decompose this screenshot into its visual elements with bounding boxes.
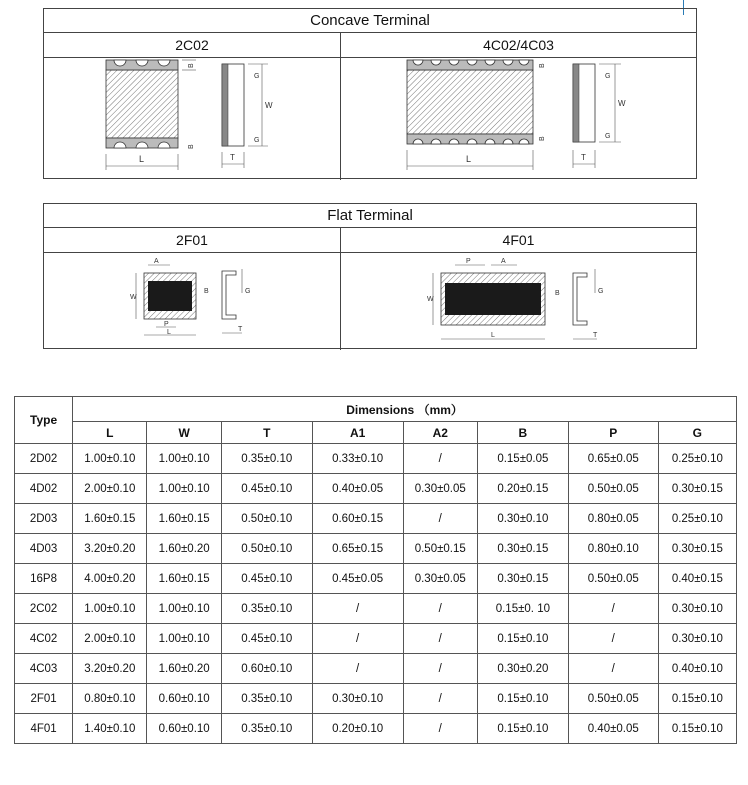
value-cell: 0.15±0.10 — [658, 684, 736, 714]
value-cell: 0.50±0.10 — [221, 504, 312, 534]
value-cell: 0.30±0.10 — [658, 624, 736, 654]
value-cell: 0.30±0.15 — [658, 474, 736, 504]
value-cell: 0.40±0.15 — [658, 564, 736, 594]
flat-left-label: 2F01 — [44, 228, 341, 252]
value-cell: 1.00±0.10 — [147, 594, 221, 624]
svg-text:G: G — [254, 137, 260, 144]
dimensions-header: Dimensions （mm） — [73, 397, 737, 422]
table-row — [15, 654, 737, 684]
table-row — [15, 474, 737, 504]
value-cell: 0.15±0. 10 — [477, 594, 568, 624]
value-cell: 0.30±0.20 — [477, 654, 568, 684]
flat-right-label: 4F01 — [502, 232, 535, 248]
value-cell: 1.00±0.10 — [147, 444, 221, 474]
svg-text:W: W — [130, 294, 137, 301]
value-cell: 0.60±0.15 — [312, 504, 403, 534]
value-cell: 2.00±0.10 — [73, 624, 147, 654]
svg-text:A: A — [501, 258, 506, 265]
value-cell: 0.50±0.05 — [568, 474, 658, 504]
svg-text:G: G — [245, 288, 251, 295]
svg-text:L: L — [167, 329, 171, 336]
value-cell: 0.40±0.05 — [568, 714, 658, 744]
value-cell: 1.40±0.10 — [73, 714, 147, 744]
svg-text:L: L — [466, 154, 472, 164]
table-row — [15, 564, 737, 594]
type-cell: 4F01 — [15, 714, 73, 744]
value-cell: 0.45±0.10 — [221, 474, 312, 504]
value-cell: / — [312, 594, 403, 624]
value-cell: 0.30±0.05 — [403, 564, 477, 594]
svg-text:T: T — [230, 153, 235, 162]
value-cell: 0.60±0.10 — [147, 714, 221, 744]
value-cell: 0.60±0.10 — [147, 684, 221, 714]
value-cell: 0.40±0.05 — [312, 474, 403, 504]
flat-title: Flat Terminal — [44, 204, 696, 228]
type-cell: 4C02 — [15, 624, 73, 654]
diagram-2f01 — [44, 253, 341, 350]
type-cell: 4D02 — [15, 474, 73, 504]
concave-left-label: 2C02 — [44, 33, 341, 57]
value-cell: 0.65±0.15 — [312, 534, 403, 564]
table-row — [15, 624, 737, 654]
value-cell: / — [403, 624, 477, 654]
value-cell: 0.35±0.10 — [221, 594, 312, 624]
col-L: L — [73, 422, 147, 444]
value-cell: 0.30±0.15 — [477, 534, 568, 564]
value-cell: 0.50±0.10 — [221, 534, 312, 564]
svg-text:L: L — [491, 332, 495, 339]
value-cell: 1.60±0.15 — [73, 504, 147, 534]
type-cell: 4C03 — [15, 654, 73, 684]
svg-text:W: W — [427, 296, 434, 303]
col-W: W — [147, 422, 221, 444]
svg-text:A: A — [154, 258, 159, 265]
svg-text:B: B — [539, 136, 546, 141]
value-cell: / — [403, 654, 477, 684]
value-cell: 0.30±0.10 — [658, 594, 736, 624]
svg-text:P: P — [466, 258, 471, 265]
value-cell: 0.20±0.10 — [312, 714, 403, 744]
value-cell: 0.45±0.10 — [221, 624, 312, 654]
value-cell: 0.35±0.10 — [221, 714, 312, 744]
value-cell: 1.60±0.20 — [147, 654, 221, 684]
value-cell: 2.00±0.10 — [73, 474, 147, 504]
diagram-2c02 — [44, 58, 341, 180]
svg-text:G: G — [605, 133, 611, 140]
col-P: P — [568, 422, 658, 444]
value-cell: 0.30±0.10 — [477, 504, 568, 534]
concave-right-label: 4C02/4C03 — [483, 37, 554, 53]
col-G: G — [658, 422, 736, 444]
table-row — [15, 714, 737, 744]
col-A1: A1 — [312, 422, 403, 444]
value-cell: 3.20±0.20 — [73, 654, 147, 684]
value-cell: 0.30±0.10 — [312, 684, 403, 714]
value-cell: / — [568, 654, 658, 684]
table-row — [15, 444, 737, 474]
value-cell: 0.80±0.10 — [73, 684, 147, 714]
table-row — [15, 594, 737, 624]
value-cell: 0.80±0.10 — [568, 534, 658, 564]
table-row — [15, 534, 737, 564]
type-header: Type — [15, 397, 73, 444]
value-cell: 0.50±0.05 — [568, 684, 658, 714]
type-cell: 2D02 — [15, 444, 73, 474]
flat-terminal-section — [43, 203, 697, 349]
value-cell: / — [568, 624, 658, 654]
value-cell: 0.15±0.10 — [477, 624, 568, 654]
svg-text:T: T — [593, 332, 598, 339]
svg-text:B: B — [204, 288, 209, 295]
value-cell: 0.35±0.10 — [221, 684, 312, 714]
value-cell: 0.15±0.10 — [658, 714, 736, 744]
svg-text:G: G — [605, 73, 611, 80]
table-row — [15, 684, 737, 714]
svg-text:B: B — [539, 63, 546, 68]
value-cell: / — [403, 444, 477, 474]
svg-text:P: P — [164, 321, 169, 328]
value-cell: 0.65±0.05 — [568, 444, 658, 474]
svg-text:W: W — [618, 99, 626, 108]
value-cell: 1.60±0.15 — [147, 504, 221, 534]
type-cell: 2D03 — [15, 504, 73, 534]
value-cell: 0.25±0.10 — [658, 504, 736, 534]
value-cell: 0.30±0.05 — [403, 474, 477, 504]
value-cell: 3.20±0.20 — [73, 534, 147, 564]
value-cell: / — [312, 624, 403, 654]
type-cell: 2C02 — [15, 594, 73, 624]
value-cell: 0.60±0.10 — [221, 654, 312, 684]
value-cell: 0.45±0.10 — [221, 564, 312, 594]
concave-terminal-section — [43, 8, 697, 179]
value-cell: 0.15±0.05 — [477, 444, 568, 474]
col-T: T — [221, 422, 312, 444]
value-cell: 0.33±0.10 — [312, 444, 403, 474]
value-cell: 0.30±0.15 — [477, 564, 568, 594]
value-cell: 0.35±0.10 — [221, 444, 312, 474]
value-cell: 1.60±0.20 — [147, 534, 221, 564]
value-cell: 0.50±0.05 — [568, 564, 658, 594]
table-row — [15, 504, 737, 534]
value-cell: 0.25±0.10 — [658, 444, 736, 474]
svg-text:T: T — [581, 153, 586, 162]
value-cell: / — [403, 504, 477, 534]
svg-text:W: W — [265, 101, 273, 110]
value-cell: 0.80±0.05 — [568, 504, 658, 534]
value-cell: 0.40±0.10 — [658, 654, 736, 684]
dim-L: L — [139, 154, 145, 164]
svg-text:T: T — [238, 326, 243, 333]
value-cell: / — [403, 684, 477, 714]
value-cell: 0.45±0.05 — [312, 564, 403, 594]
svg-text:B: B — [555, 290, 560, 297]
svg-text:G: G — [254, 73, 260, 80]
value-cell: 0.50±0.15 — [403, 534, 477, 564]
value-cell: / — [568, 594, 658, 624]
svg-text:G: G — [598, 288, 604, 295]
value-cell: 1.60±0.15 — [147, 564, 221, 594]
value-cell: / — [403, 594, 477, 624]
value-cell: 0.15±0.10 — [477, 714, 568, 744]
value-cell: / — [312, 654, 403, 684]
value-cell: 1.00±0.10 — [147, 624, 221, 654]
value-cell: 0.15±0.10 — [477, 684, 568, 714]
col-B: B — [477, 422, 568, 444]
type-cell: 4D03 — [15, 534, 73, 564]
dimensions-table — [14, 396, 737, 744]
value-cell: 1.00±0.10 — [147, 474, 221, 504]
value-cell: 4.00±0.20 — [73, 564, 147, 594]
value-cell: 0.20±0.15 — [477, 474, 568, 504]
diagram-4c02-4c03 — [341, 58, 696, 180]
value-cell: / — [403, 714, 477, 744]
value-cell: 0.30±0.15 — [658, 534, 736, 564]
concave-title: Concave Terminal — [44, 9, 696, 33]
svg-text:B: B — [188, 144, 195, 149]
col-A2: A2 — [403, 422, 477, 444]
svg-text:B: B — [188, 63, 195, 68]
diagram-4f01 — [341, 253, 696, 350]
value-cell: 1.00±0.10 — [73, 594, 147, 624]
type-cell: 2F01 — [15, 684, 73, 714]
value-cell: 1.00±0.10 — [73, 444, 147, 474]
type-cell: 16P8 — [15, 564, 73, 594]
